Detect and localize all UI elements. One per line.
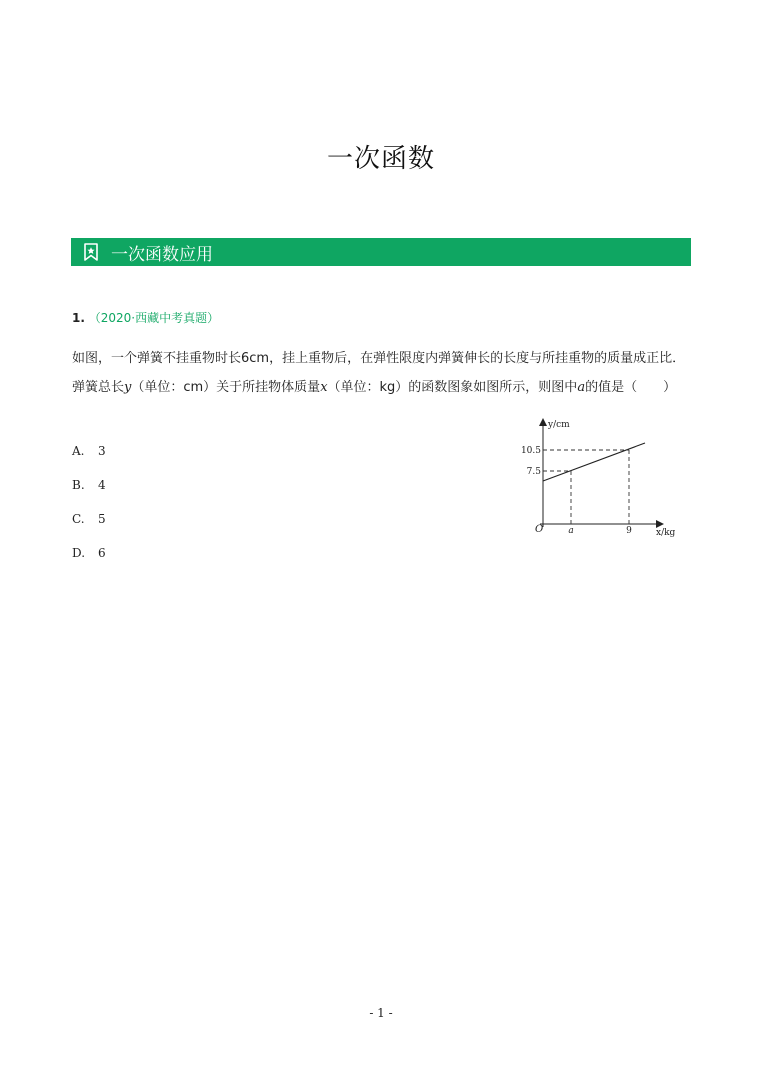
page-number: - 1 - — [369, 1006, 393, 1020]
option-value: 5 — [98, 512, 106, 526]
x-tick-9: 9 — [626, 526, 632, 536]
option-key: C. — [72, 512, 85, 526]
section-title: 一次函数应用 — [111, 244, 213, 265]
option-a[interactable] — [72, 444, 106, 458]
x-axis-label: x/kg — [656, 528, 676, 538]
question-text-segment: 弹簧总长 — [72, 380, 125, 395]
bookmark-star-icon — [80, 238, 102, 266]
option-value: 6 — [98, 546, 106, 560]
question-text-segment: 的值是（ ） — [585, 380, 677, 395]
option-key: D. — [72, 546, 86, 560]
option-d[interactable] — [72, 546, 106, 560]
y-axis-label: y/cm — [548, 420, 570, 430]
function-line — [543, 443, 645, 481]
question-text-segment: （单位：cm）关于所挂物体质量 — [131, 380, 321, 395]
y-tick-7-5: 7.5 — [526, 467, 541, 477]
option-value: 4 — [98, 478, 106, 492]
option-b[interactable] — [72, 478, 106, 492]
question-text-segment: （单位：kg）的函数图象如图所示，则图中 — [327, 380, 578, 395]
section-header — [71, 238, 691, 266]
page-title: 一次函数 — [326, 144, 435, 174]
option-c[interactable] — [72, 512, 106, 526]
question-text-line-2 — [72, 376, 676, 395]
variable-y: y — [124, 380, 132, 395]
option-key: B. — [72, 478, 85, 492]
origin-label: O — [535, 524, 544, 535]
question-number: 1. — [72, 311, 85, 325]
option-key: A. — [72, 444, 85, 458]
question-text-line-1: 如图，一个弹簧不挂重物时长6cm，挂上重物后，在弹性限度内弹簧伸长的长度与所挂重物的质量成正比． — [72, 351, 686, 366]
option-value: 3 — [98, 444, 106, 458]
question-header — [72, 309, 219, 326]
x-tick-a: a — [568, 526, 574, 536]
question-source: （2020·西藏中考真题） — [88, 311, 220, 325]
function-graph — [520, 415, 685, 549]
variable-x: x — [320, 380, 328, 395]
y-tick-10-5: 10.5 — [520, 446, 541, 456]
variable-a: a — [577, 380, 586, 395]
